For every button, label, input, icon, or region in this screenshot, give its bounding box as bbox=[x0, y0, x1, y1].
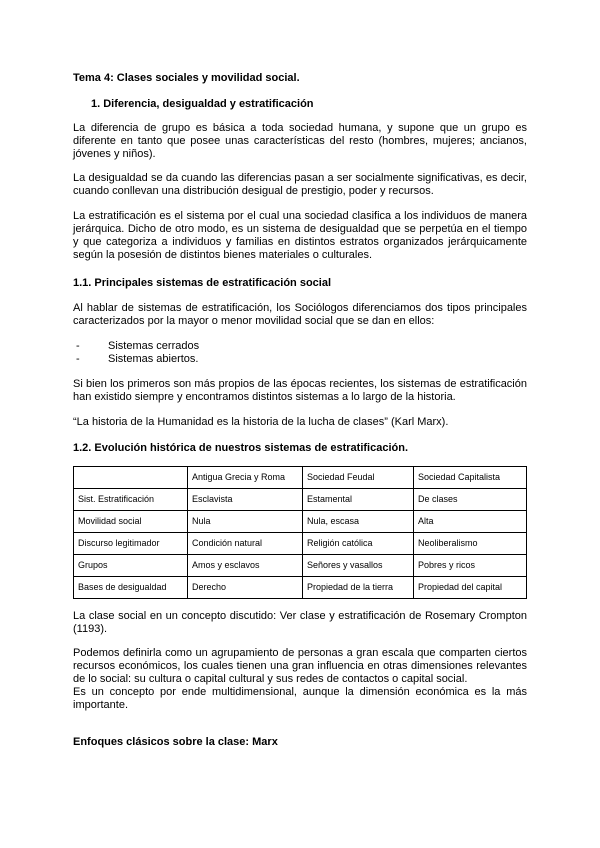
table-row bbox=[74, 533, 527, 555]
table-cell: Alta bbox=[414, 511, 527, 533]
table-cell: De clases bbox=[414, 489, 527, 511]
table-cell: Neoliberalismo bbox=[414, 533, 527, 555]
table-row bbox=[74, 577, 527, 599]
table-cell: Antigua Grecia y Roma bbox=[188, 467, 303, 489]
table-row bbox=[74, 511, 527, 533]
table-cell: Derecho bbox=[188, 577, 303, 599]
list-item: - Sistemas cerrados bbox=[73, 340, 527, 353]
paragraph: Si bien los primeros son más propios de las épocas recientes, los sistemas de estratificación han existido siempre y encontramos distintos sistemas a lo largo de la historia. bbox=[73, 378, 527, 403]
table-cell bbox=[74, 467, 188, 489]
section-heading-1-2: 1.2. Evolución histórica de nuestros sistemas de estratificación. bbox=[73, 442, 409, 454]
paragraph: La desigualdad se da cuando las diferencias pasan a ser socialmente significativas, es decir, cuando conllevan una distribución desigual de prestigio, poder y recursos. bbox=[73, 172, 527, 197]
section-heading-1: 1. Diferencia, desigualdad y estratificación bbox=[91, 98, 314, 110]
table-cell: Condición natural bbox=[188, 533, 303, 555]
table-cell: Sociedad Feudal bbox=[303, 467, 414, 489]
table-cell: Sist. Estratificación bbox=[74, 489, 188, 511]
stratification-table bbox=[73, 466, 527, 599]
table-cell: Pobres y ricos bbox=[414, 555, 527, 577]
paragraph: Es un concepto por ende multidimensional, aunque la dimensión económica es la más importante. bbox=[73, 686, 527, 711]
paragraph: Podemos definirla como un agrupamiento de personas a gran escala que comparten ciertos recursos económicos, los cuales tienen una gran influencia en otras dimensiones relevantes de lo social: su cultura o capital cultural y sus redes de contactos o capital social. bbox=[73, 647, 527, 685]
table-cell: Grupos bbox=[74, 555, 188, 577]
list-item: - Sistemas abiertos. bbox=[73, 353, 527, 366]
paragraph: Al hablar de sistemas de estratificación, los Sociólogos diferenciamos dos tipos principales caracterizados por la mayor o menor movilidad social que se dan en ellos: bbox=[73, 302, 527, 327]
table-cell: Señores y vasallos bbox=[303, 555, 414, 577]
document-title: Tema 4: Clases sociales y movilidad social. bbox=[73, 72, 300, 84]
table-cell: Movilidad social bbox=[74, 511, 188, 533]
table-row bbox=[74, 489, 527, 511]
table-cell: Estamental bbox=[303, 489, 414, 511]
section-heading-marx: Enfoques clásicos sobre la clase: Marx bbox=[73, 736, 278, 748]
quote: “La historia de la Humanidad es la historia de la lucha de clases” (Karl Marx). bbox=[73, 416, 449, 428]
table-cell: Amos y esclavos bbox=[188, 555, 303, 577]
paragraph: La clase social en un concepto discutido: Ver clase y estratificación de Rosemary Crompton (1193). bbox=[73, 610, 527, 635]
table-cell: Propiedad del capital bbox=[414, 577, 527, 599]
paragraph: La diferencia de grupo es básica a toda sociedad humana, y supone que un grupo es diferente en tanto que posee unas características del resto (hombres, mujeres; ancianos, jóvenes y niños). bbox=[73, 122, 527, 160]
table-cell: Propiedad de la tierra bbox=[303, 577, 414, 599]
table-cell: Bases de desigualdad bbox=[74, 577, 188, 599]
section-heading-1-1: 1.1. Principales sistemas de estratificación social bbox=[73, 277, 332, 289]
bullet-list bbox=[73, 340, 527, 366]
table-row bbox=[74, 555, 527, 577]
table-cell: Sociedad Capitalista bbox=[414, 467, 527, 489]
table-cell: Esclavista bbox=[188, 489, 303, 511]
table-row bbox=[74, 467, 527, 489]
table-cell: Religión católica bbox=[303, 533, 414, 555]
table-cell: Nula bbox=[188, 511, 303, 533]
table-cell: Discurso legitimador bbox=[74, 533, 188, 555]
table-cell: Nula, escasa bbox=[303, 511, 414, 533]
paragraph: La estratificación es el sistema por el cual una sociedad clasifica a los individuos de manera jerárquica. Dicho de otro modo, es un sistema de desigualdad que se perpetúa en el tiempo y que categoriza a individuos y familias en distintos estratos organizados jerárquicamente según la posesión de distintos bienes materiales o culturales. bbox=[73, 210, 527, 261]
